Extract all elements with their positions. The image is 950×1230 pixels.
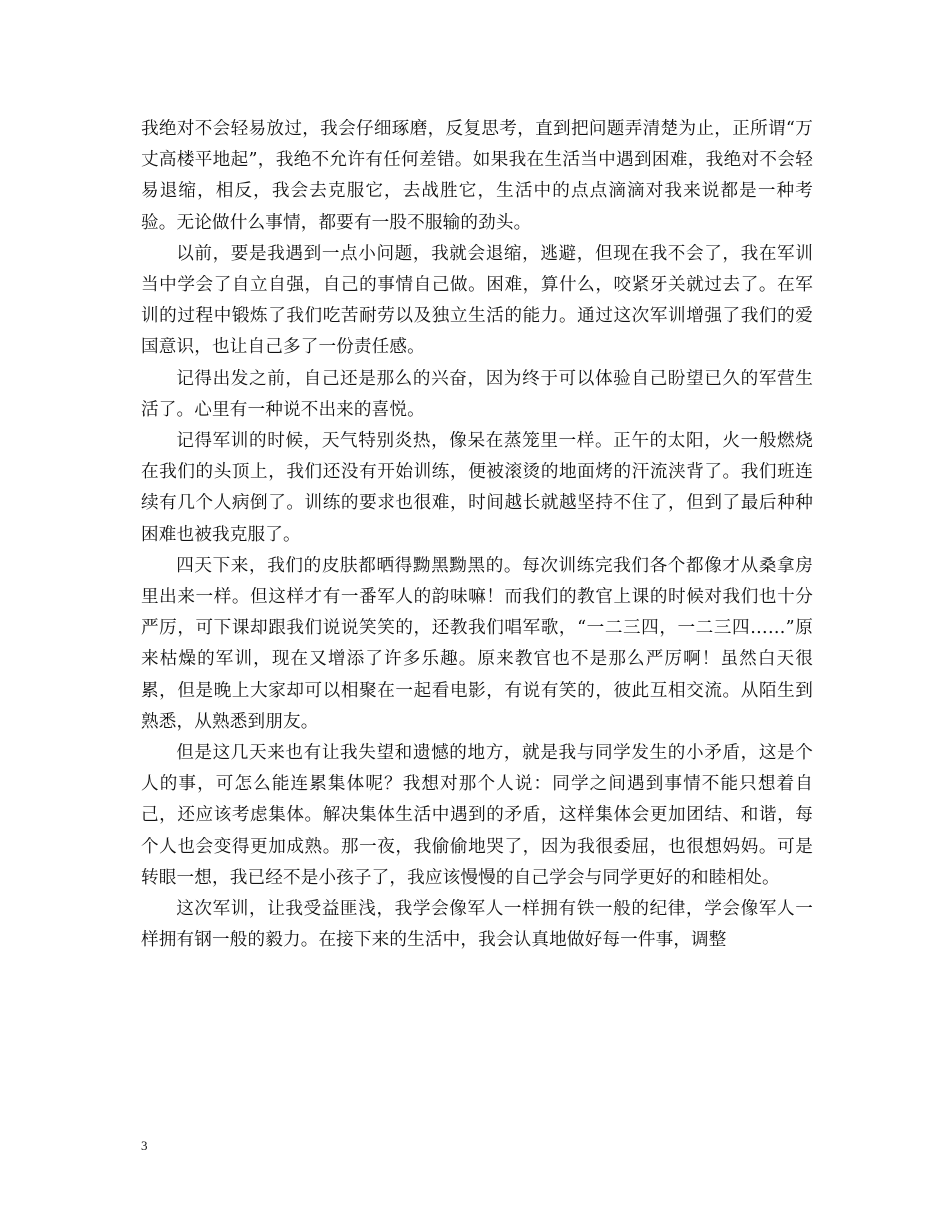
paragraph: 记得出发之前，自己还是那么的兴奋，因为终于可以体验自己盼望已久的军营生活了。心里有一种说不出来的喜悦。 [141,368,813,420]
paragraph: 但是这几天来也有让我失望和遗憾的地方，就是我与同学发生的小矛盾，这是个人的事，可怎么能连累集体呢？我想对那个人说：同学之间遇到事情不能只想着自己，还应该考虑集体。解决集体生活中遇到的矛盾，这样集体会更加团结、和谐，每个人也会变得更加成熟。那一夜，我偷偷地哭了，因为我很委屈，也很想妈妈。可是转眼一想，我已经不是小孩子了，我应该慢慢的自己学会与同学更好的和睦相处。 [141,743,813,888]
paragraph: 四天下来，我们的皮肤都晒得黝黑黝黑的。每次训练完我们各个都像才从桑拿房里出来一样。但这样才有一番军人的韵味嘛！而我们的教官上课的时候对我们也十分严厉，可下课却跟我们说说笑笑的，还教我们唱军歌，“一二三四，一二三四……”原来枯燥的军训，现在又增添了许多乐趣。原来教官也不是那么严厉啊！虽然白天很累，但是晚上大家却可以相聚在一起看电影，有说有笑的，彼此互相交流。从陌生到熟悉，从熟悉到朋友。 [141,555,813,732]
paragraph: 这次军训，让我受益匪浅，我学会像军人一样拥有铁一般的纪律，学会像军人一样拥有钢一般的毅力。在接下来的生活中，我会认真地做好每一件事，调整 [141,899,813,951]
paragraph-continuation: 我绝对不会轻易放过，我会仔细琢磨，反复思考，直到把问题弄清楚为止，正所谓“万丈高楼平地起”，我绝不允许有任何差错。如果我在生活当中遇到困难，我绝对不会轻易退缩，相反，我会去克服它，去战胜它，生活中的点点滴滴对我来说都是一种考验。无论做什么事情，都要有一股不服输的劲头。 [141,119,813,233]
paragraph: 以前，要是我遇到一点小问题，我就会退缩，逃避，但现在我不会了，我在军训当中学会了自立自强，自己的事情自己做。困难，算什么，咬紧牙关就过去了。在军训的过程中锻炼了我们吃苦耐劳以及独立生活的能力。通过这次军训增强了我们的爱国意识，也让自己多了一份责任感。 [141,243,813,358]
paragraph: 记得军训的时候，天气特别炎热，像呆在蒸笼里一样。正午的太阳，火一般燃烧在我们的头顶上，我们还没有开始训练，便被滚烫的地面烤的汗流浃背了。我们班连续有几个人病倒了。训练的要求也很难，时间越长就越坚持不住了，但到了最后种种困难也被我克服了。 [141,431,813,545]
page-number: 3 [141,1138,148,1153]
document-body [141,114,813,956]
